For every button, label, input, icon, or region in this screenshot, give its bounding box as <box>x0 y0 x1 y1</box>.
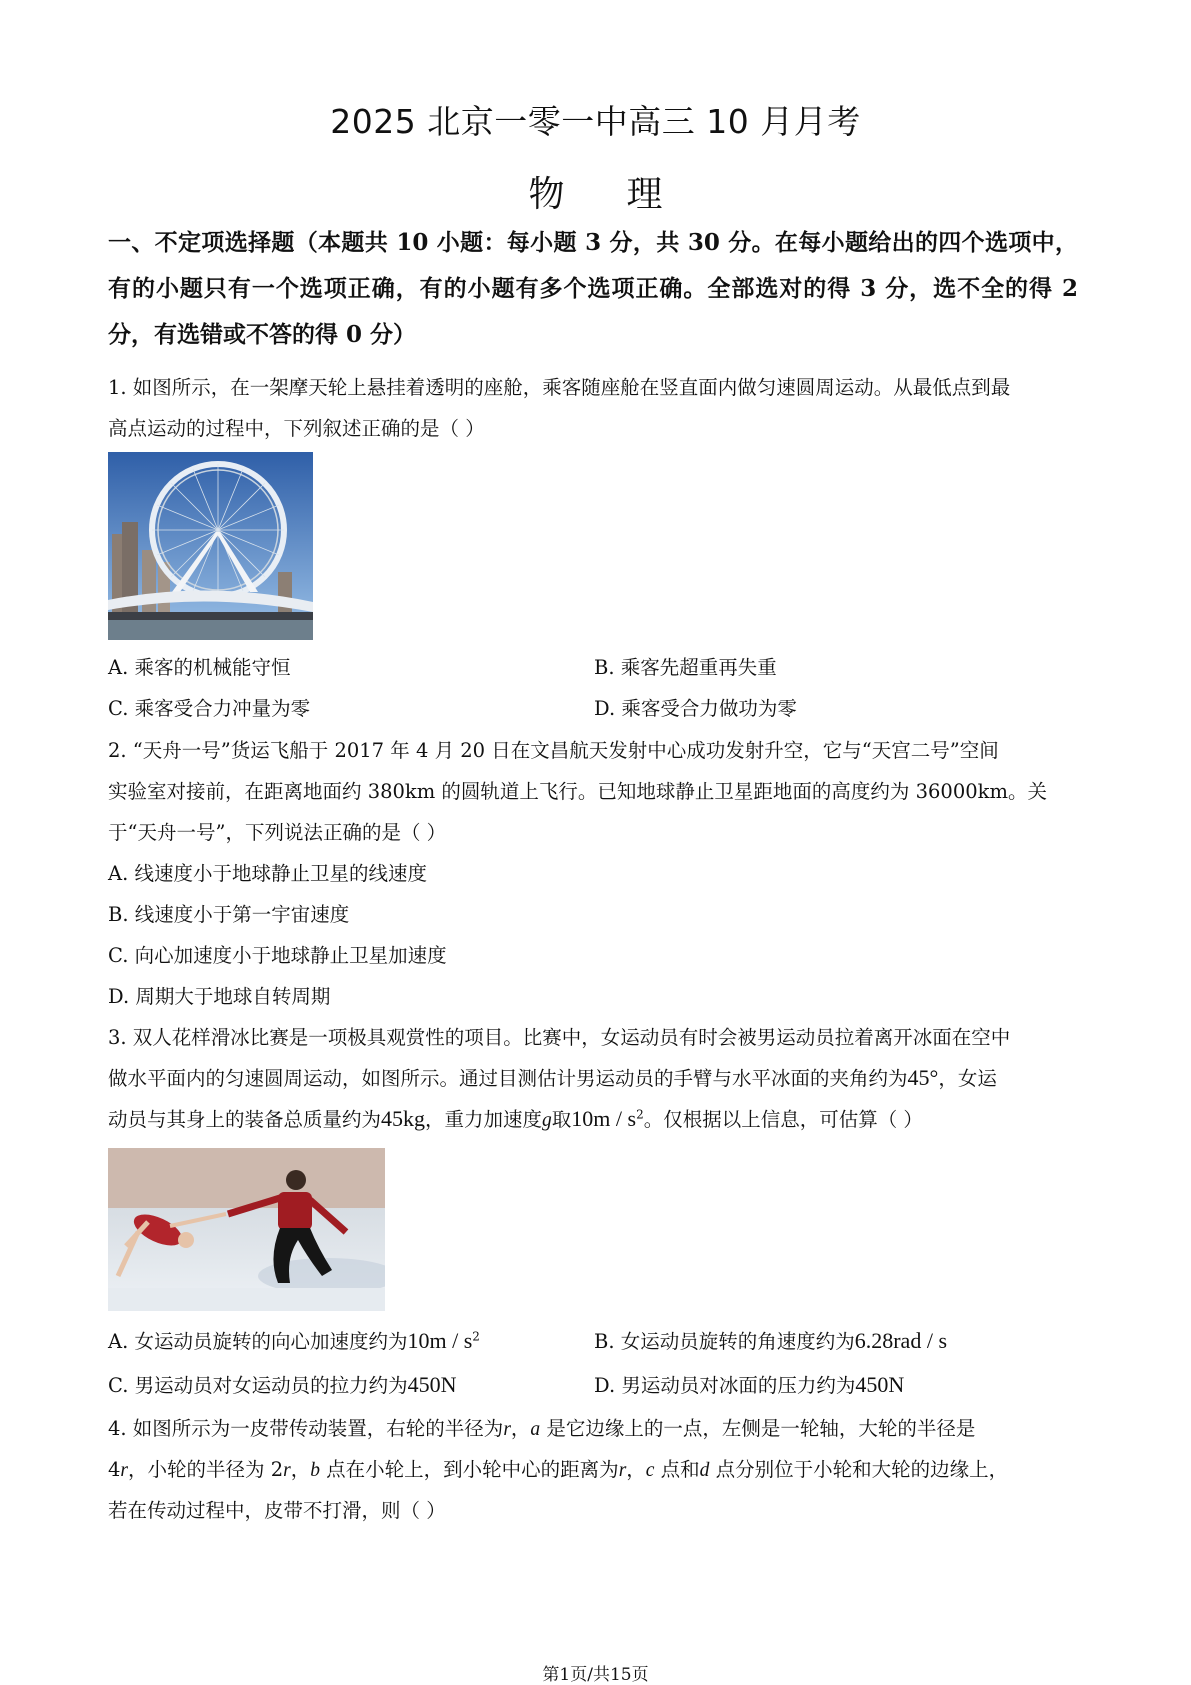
q3-option-c-text: C. 男运动员对女运动员的拉力约为 <box>108 1374 408 1397</box>
q2-option-a: A. 线速度小于地球静止卫星的线速度 <box>108 862 427 885</box>
subject-title: 物理 <box>528 174 725 215</box>
q4-line2-text-c: ， <box>290 1458 311 1481</box>
q2-option-d: D. 周期大于地球自转周期 <box>108 985 331 1008</box>
section-heading: 一、不定项选择题（本题共 10 小题：每小题 3 分，共 30 分。在每小题给出的四个选项中，有的小题只有一个选项正确，有的小题有多个选项正确。全部选对的得 3 分，选不全的得 2 分，有选错或不答的得 0 分） <box>108 229 1078 348</box>
q4-r-symbol-2: r <box>120 1460 129 1481</box>
q3-option-d <box>594 1370 904 1398</box>
q4-line2-text-g: 点分别位于小轮和大轮的边缘上， <box>709 1458 1009 1481</box>
q3-g-value: 10m / s <box>571 1106 637 1131</box>
q4-stem-line2 <box>108 1454 1008 1482</box>
q4-line2-text-a: 4 <box>108 1458 121 1481</box>
q1-option-a: A. 乘客的机械能守恒 <box>108 656 291 679</box>
q4-stem-line1 <box>108 1413 975 1441</box>
q3-option-a <box>108 1326 480 1354</box>
q4-r-symbol: r <box>503 1419 511 1440</box>
q4-line1-text-b: ， <box>510 1417 531 1440</box>
q4-line1-text-c: 是它边缘上的一点，左侧是一轮轴，大轮的半径是 <box>540 1417 976 1440</box>
q1-stem-line1: 1. 如图所示，在一架摩天轮上悬挂着透明的座舱，乘客随座舱在竖直面内做匀速圆周运动。从最低点到最 <box>108 376 1011 399</box>
q3-option-a-exponent: 2 <box>472 1329 480 1344</box>
ferris-wheel-image <box>108 452 313 640</box>
q3-option-d-text: D. 男运动员对冰面的压力约为 <box>594 1374 856 1397</box>
q2-option-c: C. 向心加速度小于地球静止卫星加速度 <box>108 944 447 967</box>
q4-point-b: b <box>310 1460 320 1481</box>
q3-stem-line2 <box>108 1063 997 1091</box>
q2-stem-line1: 2. “天舟一号”货运飞船于 2017 年 4 月 20 日在文昌航天发射中心成功发射升空，它与“天宫二号”空间 <box>108 739 999 762</box>
exam-title: 2025 北京一零一中高三 10 月月考 <box>330 102 861 141</box>
q4-r-symbol-3: r <box>283 1460 291 1481</box>
q3-line3-text-d: 。仅根据以上信息，可估算（ ） <box>643 1108 923 1131</box>
q3-option-c <box>108 1370 457 1398</box>
q3-g-symbol: g <box>542 1110 552 1131</box>
q4-point-d: d <box>699 1460 710 1481</box>
q3-stem-line3 <box>108 1104 923 1132</box>
q3-option-b <box>594 1326 947 1354</box>
q3-line2-text-b: ，女运 <box>938 1067 997 1090</box>
q3-mass-value: 45kg <box>381 1106 426 1131</box>
q3-option-c-value: 450N <box>407 1372 457 1397</box>
q4-line2-text-d: 点在小轮上，到小轮中心的距离为 <box>319 1458 619 1481</box>
q3-line2-text-a: 做水平面内的匀速圆周运动，如图所示。通过目测估计男运动员的手臂与水平冰面的夹角约为 <box>108 1067 908 1090</box>
figure-skaters-image <box>108 1148 385 1311</box>
q3-line3-text-a: 动员与其身上的装备总质量约为 <box>108 1108 382 1131</box>
q3-line3-text-b: ，重力加速度 <box>425 1108 543 1131</box>
q4-point-c: c <box>645 1460 655 1481</box>
q3-option-b-value: 6.28rad / s <box>854 1328 947 1353</box>
q2-option-b: B. 线速度小于第一宇宙速度 <box>108 903 350 926</box>
q1-option-c: C. 乘客受合力冲量为零 <box>108 697 311 720</box>
q2-stem-line2: 实验室对接前，在距离地面约 380km 的圆轨道上飞行。已知地球静止卫星距地面的高度约为 36000km。关 <box>108 780 1047 803</box>
q2-stem-line3: 于“天舟一号”，下列说法正确的是（ ） <box>108 821 447 844</box>
q4-stem-line3: 若在传动过程中，皮带不打滑，则（ ） <box>108 1499 446 1522</box>
q3-g-exponent: 2 <box>636 1107 644 1122</box>
q1-option-d: D. 乘客受合力做功为零 <box>594 697 797 720</box>
q3-option-a-text: A. 女运动员旋转的向心加速度约为 <box>108 1330 408 1353</box>
q1-option-b: B. 乘客先超重再失重 <box>594 656 777 679</box>
q3-option-b-text: B. 女运动员旋转的角速度约为 <box>594 1330 855 1353</box>
q4-line2-text-b: ，小轮的半径为 2 <box>128 1458 284 1481</box>
page-number: 第1页/共15页 <box>542 1665 649 1685</box>
q1-stem-line2: 高点运动的过程中，下列叙述正确的是（ ） <box>108 417 485 440</box>
q3-stem-line1: 3. 双人花样滑冰比赛是一项极具观赏性的项目。比赛中，女运动员有时会被男运动员拉着离开冰面在空中 <box>108 1026 1011 1049</box>
q4-point-a: a <box>530 1419 541 1440</box>
q4-line1-text-a: 4. 如图所示为一皮带传动装置，右轮的半径为 <box>108 1417 504 1440</box>
q4-line2-text-f: 点和 <box>654 1458 700 1481</box>
q3-option-d-value: 450N <box>855 1372 905 1397</box>
q3-option-a-value: 10m / s <box>407 1328 473 1353</box>
q4-r-symbol-4: r <box>618 1460 627 1481</box>
q4-line2-text-e: ， <box>626 1458 646 1481</box>
q3-angle-value: 45° <box>907 1065 939 1090</box>
q3-line3-text-c: 取 <box>551 1108 572 1131</box>
